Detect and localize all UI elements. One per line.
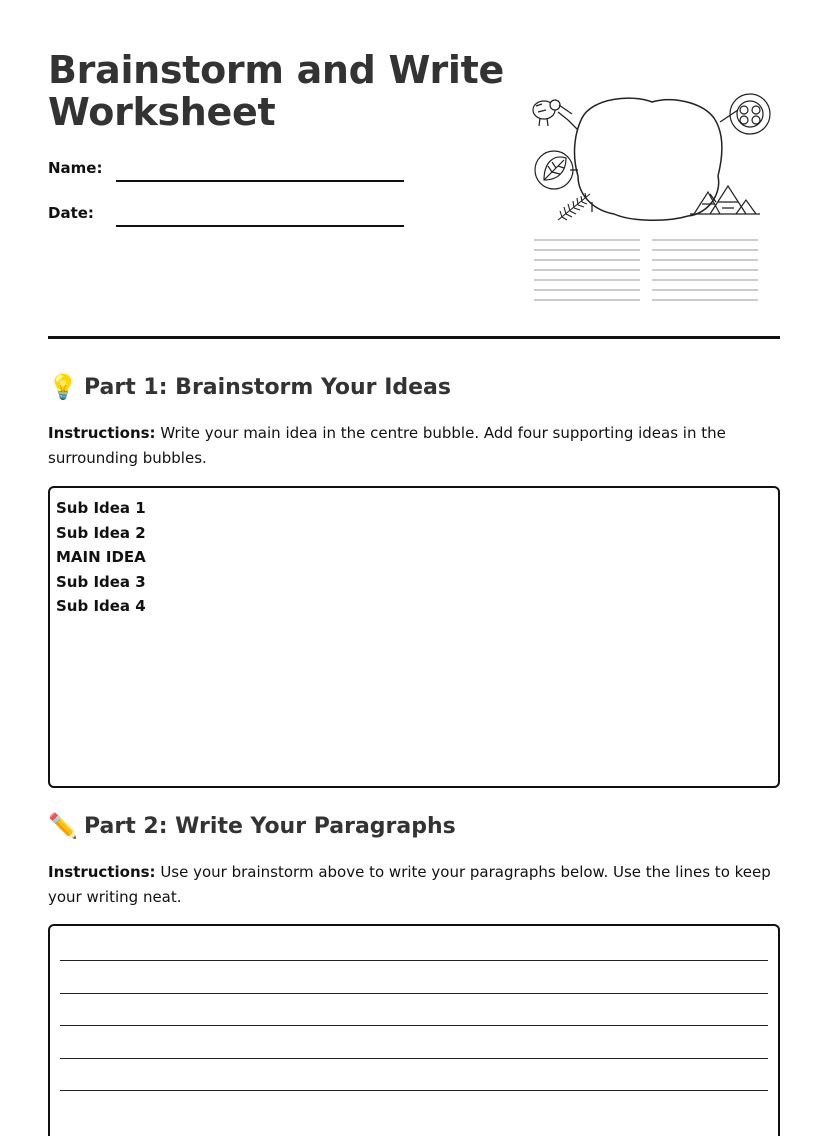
bubble-list	[56, 496, 146, 619]
name-label: Name:	[48, 159, 103, 177]
writing-line[interactable]	[60, 1058, 768, 1059]
part2-instructions-text: Use your brainstorm above to write your paragraphs below. Use the lines to keep your writing neat.	[48, 863, 771, 906]
part1-instructions-text: Write your main idea in the centre bubble. Add four supporting ideas in the surrounding bubbles.	[48, 424, 726, 467]
writing-line[interactable]	[60, 993, 768, 994]
kiwi-bird-icon	[533, 100, 572, 126]
part1-instructions-label: Instructions:	[48, 424, 156, 442]
writing-box[interactable]	[48, 924, 780, 1136]
sub-idea-4[interactable]: Sub Idea 4	[56, 597, 146, 615]
part1-instructions	[48, 421, 783, 471]
sub-idea-3[interactable]: Sub Idea 3	[56, 572, 146, 591]
brainstorm-box[interactable]	[48, 486, 780, 788]
part2-heading	[48, 812, 456, 840]
brainstorm-illustration	[532, 90, 772, 308]
koru-spiral-icon	[730, 94, 770, 134]
part1-heading-text: Part 1: Brainstorm Your Ideas	[84, 374, 451, 400]
sample-lines-right	[652, 240, 758, 300]
name-field[interactable]	[116, 180, 404, 182]
sample-lines-left	[534, 240, 640, 300]
part1-heading	[48, 373, 451, 401]
writing-line[interactable]	[60, 1090, 768, 1091]
date-label: Date:	[48, 204, 94, 222]
date-field[interactable]	[116, 225, 404, 227]
main-idea[interactable]: MAIN IDEA	[56, 548, 146, 566]
leaf-icon	[535, 151, 573, 189]
worksheet-page	[48, 0, 780, 1118]
part2-instructions	[48, 860, 783, 910]
bubble-cloud-icon	[575, 98, 722, 220]
title-line-1: Brainstorm and Write	[48, 48, 504, 92]
writing-line[interactable]	[60, 1025, 768, 1026]
sub-idea-2[interactable]: Sub Idea 2	[56, 523, 146, 542]
pencil-icon: ✏️	[48, 812, 78, 840]
page-title	[48, 49, 508, 133]
writing-line[interactable]	[60, 960, 768, 961]
lightbulb-icon: 💡	[48, 373, 78, 401]
section-divider	[48, 336, 780, 339]
sub-idea-1[interactable]: Sub Idea 1	[56, 499, 146, 517]
mountains-icon	[690, 186, 760, 214]
part2-heading-text: Part 2: Write Your Paragraphs	[84, 813, 456, 839]
title-line-2: Worksheet	[48, 90, 276, 134]
part2-instructions-label: Instructions:	[48, 863, 156, 881]
